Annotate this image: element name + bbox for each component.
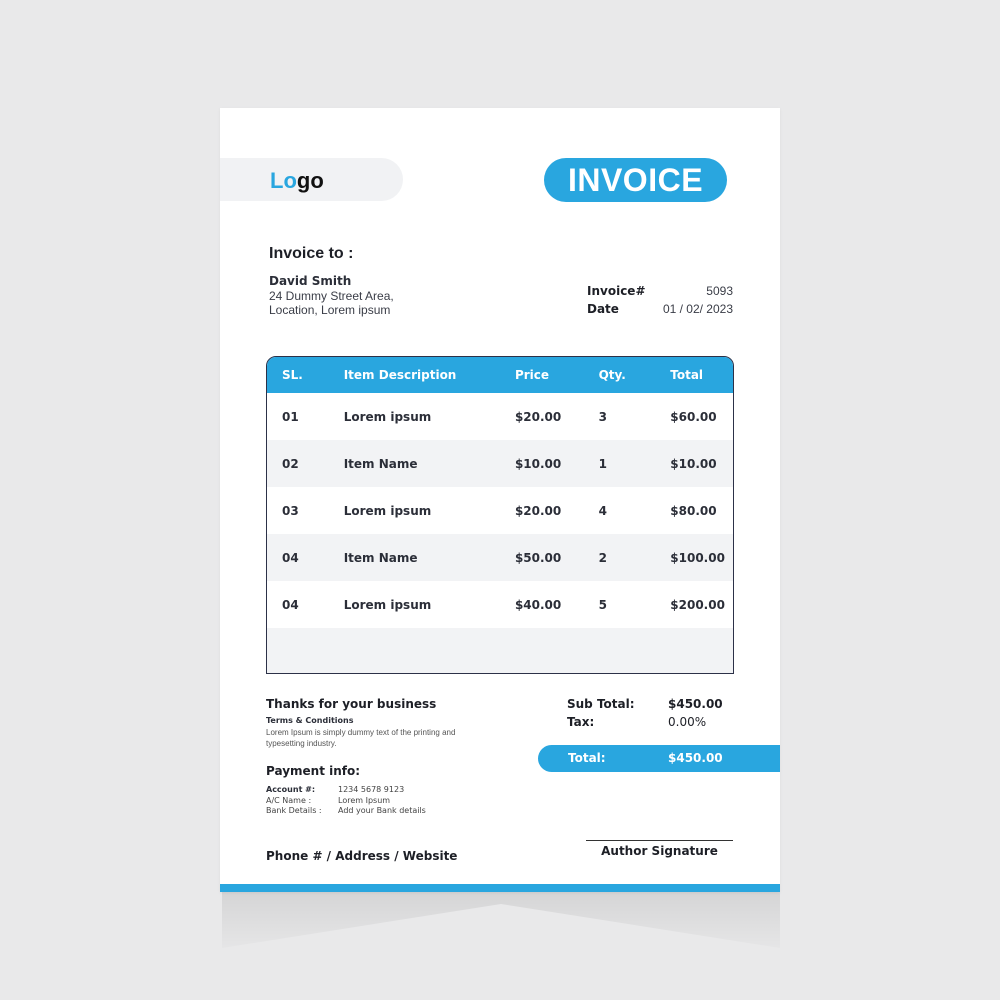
row-qty: 4 xyxy=(598,503,607,518)
payment-value: 1234 5678 9123 xyxy=(338,785,405,794)
table-row xyxy=(267,487,733,534)
payment-value: Lorem Ipsum xyxy=(338,796,391,805)
table-row xyxy=(267,534,733,581)
date-label: Date xyxy=(587,302,619,316)
header-qty: Qty. xyxy=(598,368,626,382)
contact-line: Phone # / Address / Website xyxy=(266,849,458,863)
invoice-number-label: Invoice# xyxy=(587,284,646,298)
header-price: Price xyxy=(514,368,550,382)
row-qty: 1 xyxy=(598,456,607,471)
row-qty: 5 xyxy=(598,597,607,612)
grand-total-bar xyxy=(538,745,780,772)
page-shadow xyxy=(222,880,780,960)
row-total: $200.00 xyxy=(670,597,725,612)
row-price: $20.00 xyxy=(514,409,562,424)
payment-label: Account #: xyxy=(266,785,316,794)
invoice-page xyxy=(220,108,780,892)
tax-label: Tax: xyxy=(567,715,595,729)
invoice-number-value: 5093 xyxy=(706,284,733,298)
client-address-line2: Location, Lorem ipsum xyxy=(269,303,391,317)
total-value: $450.00 xyxy=(668,751,723,765)
header-total: Total xyxy=(670,368,704,382)
payment-value: Add your Bank details xyxy=(338,806,426,815)
row-description: Item Name xyxy=(343,550,418,565)
table-row xyxy=(267,440,733,487)
logo xyxy=(270,168,324,194)
row-sl: 04 xyxy=(282,550,299,565)
total-label: Total: xyxy=(568,751,606,765)
header-description: Item Description xyxy=(343,368,457,382)
row-sl: 03 xyxy=(282,503,299,518)
terms-title: Terms & Conditions xyxy=(266,716,354,725)
row-description: Lorem ipsum xyxy=(343,503,432,518)
logo-bar xyxy=(220,158,403,201)
row-total: $100.00 xyxy=(670,550,725,565)
row-total: $60.00 xyxy=(670,409,717,424)
row-sl: 04 xyxy=(282,597,299,612)
row-price: $40.00 xyxy=(514,597,562,612)
date-value: 01 / 02/ 2023 xyxy=(662,302,733,316)
payment-label: Bank Details : xyxy=(266,806,322,815)
subtotal-value: $450.00 xyxy=(668,697,723,711)
row-total: $10.00 xyxy=(670,456,717,471)
payment-label: A/C Name : xyxy=(266,796,312,805)
row-price: $20.00 xyxy=(514,503,562,518)
signature-label: Author Signature xyxy=(601,844,718,858)
payment-row xyxy=(266,806,426,815)
header-sl: SL. xyxy=(282,368,303,382)
payment-info-title: Payment info: xyxy=(266,764,361,778)
terms-text: Lorem Ipsum is simply dummy text of the printing and typesetting industry. xyxy=(266,728,456,748)
table-row xyxy=(267,393,733,440)
table-row xyxy=(267,581,733,628)
payment-row xyxy=(266,785,404,794)
thanks-message: Thanks for your business xyxy=(266,697,437,711)
row-description: Lorem ipsum xyxy=(343,409,432,424)
row-price: $50.00 xyxy=(514,550,562,565)
row-price: $10.00 xyxy=(514,456,562,471)
footer-accent-bar xyxy=(220,884,780,892)
row-qty: 3 xyxy=(598,409,607,424)
client-address-line1: 24 Dummy Street Area, xyxy=(269,289,394,303)
payment-row xyxy=(266,796,390,805)
table-header xyxy=(267,357,733,393)
signature-line xyxy=(586,840,733,841)
row-sl: 02 xyxy=(282,456,299,471)
invoice-to-heading: Invoice to : xyxy=(269,245,354,262)
items-table xyxy=(266,356,734,674)
subtotal-label: Sub Total: xyxy=(567,697,635,711)
row-qty: 2 xyxy=(598,550,607,565)
logo-accent-text: Lo xyxy=(270,168,297,193)
row-description: Lorem ipsum xyxy=(343,597,432,612)
row-description: Item Name xyxy=(343,456,418,471)
table-empty-row xyxy=(267,628,733,674)
logo-rest-text: go xyxy=(296,168,324,193)
row-sl: 01 xyxy=(282,409,299,424)
invoice-title-badge: INVOICE xyxy=(544,158,727,202)
row-total: $80.00 xyxy=(670,503,717,518)
client-name: David Smith xyxy=(269,274,352,288)
tax-value: 0.00% xyxy=(668,715,707,729)
